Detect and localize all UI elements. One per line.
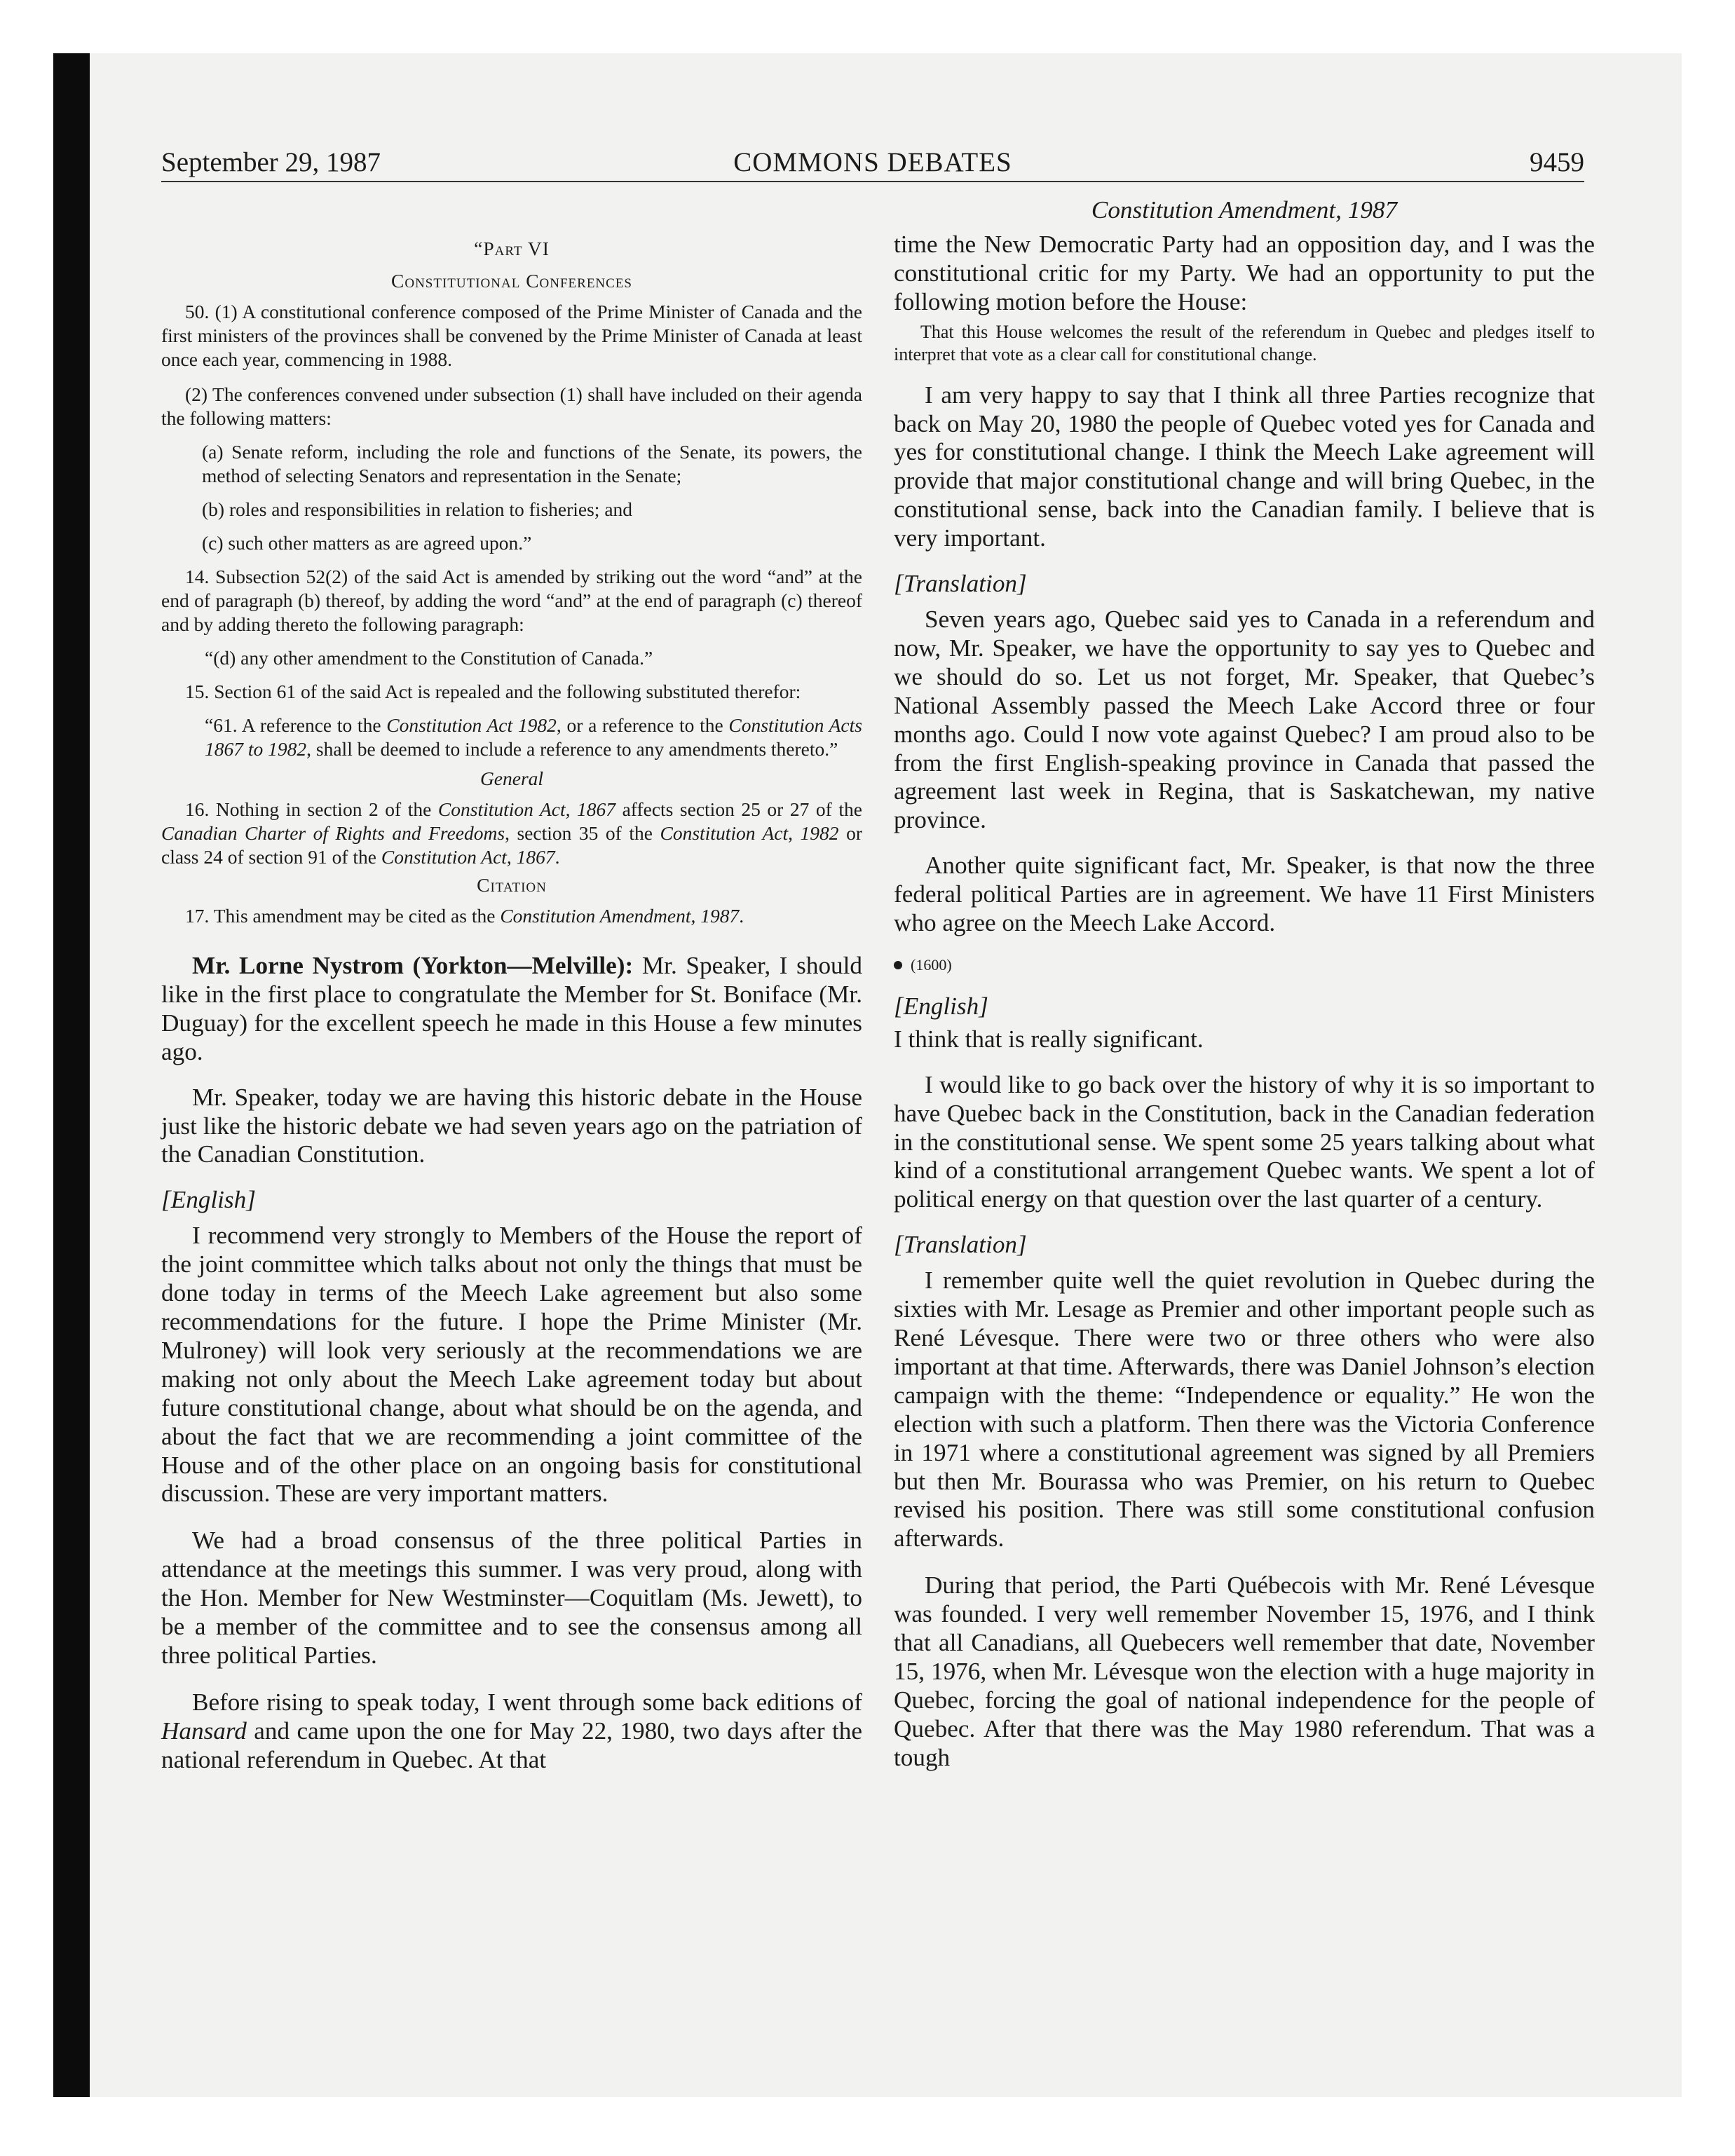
act-1867-title: Constitution Act, 1867 (437, 798, 616, 820)
part-subtitle: Constitutional Conferences (391, 270, 632, 292)
part-title: “Part VI (474, 238, 550, 259)
header-date: September 29, 1987 (161, 147, 381, 177)
citation-heading: Citation (477, 874, 547, 896)
speech-paragraph: During that period, the Parti Québecois with Mr. René Lévesque was founded. I very well remember November 15, 1976, and I think that all Canadians, all Quebecers well remember that date, November 15, 1976, when Mr. Lévesque won the election with a huge majority in Quebec, forcing the goal of national independence for the people of Quebec. After that there was the May 1980 referendum. That was a tough (894, 1571, 1595, 1771)
section-16-part: . (554, 846, 560, 868)
speech-opening (161, 952, 862, 1067)
section-61-text-part: , shall be deemed to include a reference to any amendments thereto.” (306, 738, 838, 760)
speech-paragraph: I remember quite well the quiet revolution in Quebec during the sixties with Mr. Lesage as Premier and other important people such as René Lévesque. There were two or three others who were also important at that time. Afterwards, there was Daniel Johnson’s election campaign with the theme: “Independence or equality.” He won the election with such a platform. Then there was the Victoria Conference in 1971 where a constitutional agreement was signed by all Premiers but then Mr. Bourassa who was Premier, on his return to Quebec revised his position. There was still some constitutional confusion afterwards. (894, 1267, 1595, 1553)
speech-paragraph: Another quite significant fact, Mr. Speaker, is that now the three federal political Parties are in agreement. We have 11 First Ministers who agree on the Meech Lake Accord. (894, 852, 1595, 937)
running-title: Constitution Amendment, 1987 (1091, 196, 1398, 224)
acts-1867-1982-title: Constitution Acts 1867 to 1982 (205, 714, 862, 760)
header-rule (161, 181, 1584, 182)
section-17 (161, 904, 862, 928)
speech-paragraph: Mr. Speaker, today we are having this historic debate in the House just like the historic debate we had seven years ago on the patriation of the Canadian Constitution. (161, 1083, 862, 1168)
header-page-number: 9459 (1530, 147, 1584, 177)
section-50-2: (2) The conferences convened under subsection (1) shall have included on their agenda the following matters: (161, 383, 862, 429)
language-tag-translation: [Translation] (894, 570, 1027, 598)
scan-binding-edge (53, 53, 90, 2097)
right-column (894, 196, 1595, 1773)
left-column (161, 196, 862, 1775)
section-17-part: . (739, 905, 744, 927)
motion-quote: That this House welcomes the result of the referendum in Quebec and pledges itself to interpret that vote as a clear call for constitutional change. (894, 321, 1595, 364)
language-tag-translation: [Translation] (894, 1231, 1027, 1259)
speech-paragraph (161, 1688, 862, 1775)
hansard-title: Hansard (161, 1717, 247, 1745)
language-tag-english: [English] (894, 992, 988, 1020)
section-50-1: 50. (1) A constitutional conference composed of the Prime Minister of Canada and the first ministers of the provinces shall be convened by the Prime Minister of Canada at least once each year, commencing in 1988. (161, 301, 862, 370)
time-marker-text: (1600) (911, 955, 952, 974)
speaker-name: Mr. Lorne Nystrom (Yorkton—Melville): (192, 952, 634, 979)
header-publication: COMMONS DEBATES (733, 147, 1012, 177)
speech-paragraph: I am very happy to say that I think all three Parties recognize that back on May 20, 1980 the people of Quebec voted yes for Canada and yes for constitutional change. I think the Meech Lake agreement will provide that major constitutional change and will bring Quebec, in the constitutional sense, back into the Canadian family. I believe that is very important. (894, 381, 1595, 552)
page-header (161, 144, 1584, 181)
act-1982-title: Constitution Act, 1982 (660, 822, 839, 844)
item-b: (b) roles and responsibilities in relation to fisheries; and (202, 498, 633, 520)
speech-paragraph: We had a broad consensus of the three political Parties in attendance at the meetings this summer. I was very proud, along with the Hon. Member for New Westminster—Coquitlam (Ms. Jewett), to be a member of the committee and to see the consensus among all three political Parties. (161, 1527, 862, 1669)
section-17-part: 17. This amendment may be cited as the (185, 905, 501, 927)
speech-paragraph: Seven years ago, Quebec said yes to Canada in a referendum and now, Mr. Speaker, we have the opportunity to say yes to Quebec and we should do so. Let us not forget, Mr. Speaker, that Quebec’s National Assembly passed the Meech Lake Accord three or four months ago. Could I now vote against Quebec? I am proud also to be from the first English-speaking province in Canada that passed the agreement last week in Regina, that is Saskatchewan, my native province. (894, 605, 1595, 834)
speech-text-part: and came upon the one for May 22, 1980, two days after the national referendum in Quebec. At that (161, 1717, 862, 1773)
section-16-part: or class 24 of section 91 of the (161, 822, 862, 868)
section-16-part: 16. Nothing in section 2 of the (185, 798, 438, 820)
speech-paragraph: I would like to go back over the history of why it is so important to have Quebec back in the Constitution, back in the Canadian federation in the constitutional sense. We spent some 25 years talking about what kind of a constitutional arrangement Quebec wants. We spent a lot of political energy on that question over the last quarter of a century. (894, 1070, 1595, 1213)
language-tag-english: [English] (161, 1186, 256, 1214)
speech-paragraph: time the New Democratic Party had an opposition day, and I was the constitutional critic for my Party. We had an opportunity to put the following motion before the House: (894, 230, 1595, 315)
time-marker (894, 956, 1595, 974)
amendment-title: Constitution Amendment, 1987 (500, 905, 740, 927)
section-61-text-part: , or a reference to the (556, 714, 729, 736)
act-1982-title: Constitution Act 1982 (386, 714, 557, 736)
general-heading: General (479, 767, 544, 789)
bullet-icon (894, 961, 902, 969)
item-c: (c) such other matters as are agreed upon.” (202, 532, 532, 554)
section-16 (161, 798, 862, 869)
section-14: 14. Subsection 52(2) of the said Act is amended by striking out the word “and” at the end of paragraph (b) thereof, by adding the word “and” at the end of paragraph (c) thereof and by adding thereto the following paragraph: (161, 566, 862, 635)
item-a: (a) Senate reform, including the role and functions of the Senate, its powers, the method of selecting Senators and representation in the Senate; (202, 441, 862, 486)
speech-paragraph: I think that is really significant. (894, 1025, 1204, 1053)
speech-opening-text: Mr. Speaker, I should like in the first place to congratulate the Member for St. Boniface (Mr. Duguay) for the excellent speech he made in this House a few minutes ago. (161, 952, 862, 1065)
act-1867-title: Constitution Act, 1867 (381, 846, 555, 868)
section-16-part: , section 35 of the (505, 822, 660, 844)
section-61-text (161, 714, 862, 761)
speech-text-part: Before rising to speak today, I went through some back editions of (192, 1688, 862, 1716)
speech-paragraph: I recommend very strongly to Members of the House the report of the joint committee which talks about not only the things that must be done today in terms of the Meech Lake agreement but also some recommendations for the future. I hope the Prime Minister (Mr. Mulroney) will look very seriously at the recommendations we are making not only about the Meech Lake agreement today but about future constitutional change, about what should be on the agenda, and about the fact that we are recommending a joint committee of the House and of the other place on an ongoing basis for constitutional discussion. These are very important matters. (161, 1222, 862, 1508)
section-61-text-part: “61. A reference to the (205, 714, 387, 736)
section-15: 15. Section 61 of the said Act is repealed and the following substituted therefor: (185, 681, 801, 702)
charter-title: Canadian Charter of Rights and Freedoms (161, 822, 505, 844)
section-16-part: affects section 25 or 27 of the (615, 798, 862, 820)
section-14-d: “(d) any other amendment to the Constitution of Canada.” (205, 647, 653, 669)
